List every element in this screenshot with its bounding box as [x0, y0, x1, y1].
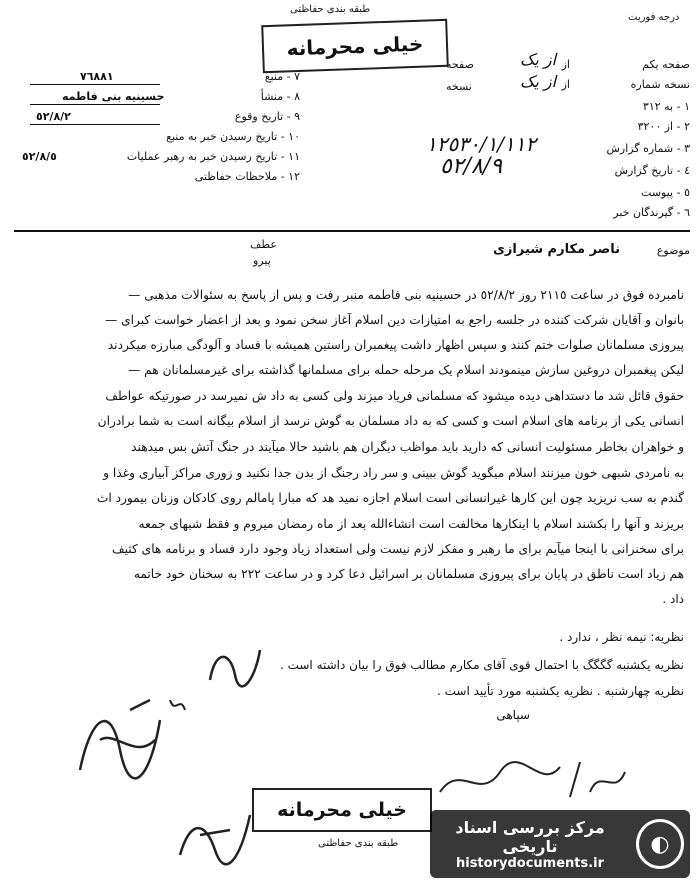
top-secret-stamp: خیلی محرمانه	[261, 19, 449, 73]
watermark-title: مرکز بررسی اسناد تاریخی	[455, 817, 605, 856]
copy-label: نسخه شماره	[630, 78, 690, 91]
field-from: ٢ - از ٣٢٠٠	[637, 120, 690, 133]
field-recipients: ٦ - گیرندگان خبر	[613, 206, 690, 219]
date-to-leader-value: ٥٢/٨/٥	[22, 150, 57, 163]
body-line: داد .	[662, 592, 684, 606]
field-security-notes: ١٢ - ملاحظات حفاظتی	[194, 170, 300, 183]
body-line: هم زیاد است ناطق در پایان برای پیروزی مسلمانان بر اسرائیل دعا کرد و در ساعت ٢٢٢ به سخنان خود خاتمه	[133, 567, 684, 581]
copy-from: از	[561, 78, 570, 91]
body-line: انسانی یکی از برنامه های اسلام است و کسی که به داد مسلمان به گوش نرسد از اسلام بیگانه است به شما برادران	[97, 414, 684, 428]
field-origin: ٨ - منشأ	[260, 90, 300, 103]
handwritten-signature-left	[60, 680, 200, 790]
field-source: ٧ - منبع	[264, 70, 300, 83]
dotted-line	[30, 84, 160, 85]
archive-logo-icon: ◐	[636, 819, 684, 869]
field-occurrence-date: ٩ - تاریخ وقوع	[234, 110, 300, 123]
subject-value: ناصر مکارم شیرازی	[493, 242, 620, 257]
body-line: لیکن پیغمبران دروغین سازش مینمودند اسلام یک مرحله حمله برای مسلمانها گذاشته برای غیرمسلمانان هم —	[128, 363, 684, 377]
body-line: بانوان و آقایان شرکت کننده در جلسه راجع به امتیازات دین اسلام آغاز سخن نمود و بعد از اعضار خواست کبرای —	[105, 313, 684, 327]
body-line: پیروزی مسلمانان صلوات ختم کنند و سپس اظهار داشت پیغمبران راستین همیشه با فساد و آلودگی مبارزه میکردند	[107, 338, 684, 352]
report-number-value: ١٢٥٣٠/١/١١٢	[426, 132, 537, 156]
body-line: حقوق قائل شد ما دستداهی دیده میشود که مسلمانی فریاد میزند ولی کسی به داد ش نمیرسد در صورتیکه عواطف	[105, 389, 684, 403]
field-to: ١ - به ٣١٢	[642, 100, 690, 113]
source-value: ٧٦٨٨١	[80, 70, 114, 83]
dotted-line	[30, 124, 160, 125]
handwritten-signature-bottom	[170, 800, 260, 870]
handwritten-initial	[200, 640, 270, 690]
security-classification-bottom: طبقه بندی حفاظتی	[318, 838, 399, 849]
occurrence-date-value: ٥٢/٨/٢	[36, 110, 71, 123]
body-line: گندم به سب نریزید چون این کارها غیرانسانی است اسلام اجازه نمید هد که مبارا پامالم روی کادکان وزنان بیمورد اث	[96, 491, 684, 505]
body-line: نامبرده فوق در ساعت ٢١١٥ روز ٥٢/٨/٢ در حسینیه بنی فاطمه منبر رفت و پس از پاسخ به سئوالات مذهبی —	[128, 288, 684, 302]
top-secret-stamp-bottom: خیلی محرمانه	[252, 788, 432, 832]
body-line: برای سخنرانی با اینجا میآیم برای ما رهبر و مفکر لازم نیست ولی استعداد زیاد وجود دارد فساد و برنامه های کثیف	[112, 542, 684, 556]
page-from: از	[561, 58, 570, 71]
opinion-line: نظریه یکشنبه گگگگ با احتمال قوی آقای مکارم مطالب فوق را بیان داشته است .	[279, 658, 684, 672]
body-line: و خواهران بخاطر مسئولیت انسانی که دارید باید مواظب دیگران هم باشید حالا میآیند در جنگ آتش بس میدهند	[131, 440, 684, 454]
opinion-line: نظریه چهارشنبه . نظریه یکشنبه مورد تأیید است .	[437, 684, 684, 698]
page-label: صفحه یکم	[642, 58, 690, 71]
copy-value: از یک	[520, 72, 557, 91]
urgency-label: درجه فوریت	[628, 12, 680, 23]
opinion-signoff: سپاهی	[496, 708, 530, 722]
field-date-to-source: ١٠ - تاریخ رسیدن خبر به منبع	[166, 130, 300, 143]
security-classification-top: طبقه بندی حفاظتی	[290, 4, 371, 15]
opinion-line: نظریه: نیمه نظر ، ندارد .	[559, 630, 684, 644]
body-line: بریزند و آنها را بکشند اسلام با اینکارها مخالفت است انشاءالله بعد از ماه رمضان میروم و فقط شبهای جمعه	[138, 517, 684, 531]
origin-value: حسینیه بنی فاطمه	[62, 90, 165, 103]
page-word: صفحه	[446, 58, 474, 71]
page-value: از یک	[520, 50, 557, 69]
history-documents-watermark	[430, 810, 690, 878]
field-report-date: ٤ - تاریخ گزارش	[614, 164, 690, 177]
body-line: به نامردی شبهی خون میزنند اسلام میگوید گوش ببینی و سر راد رجنگ از بدن جدا نکنید و زوری مراکز آبیاری وغذا و	[103, 466, 684, 480]
watermark-url: historydocuments.ir	[455, 855, 605, 871]
field-date-to-leader: ١١ - تاریخ رسیدن خبر به رهبر عملیات	[126, 150, 300, 163]
report-date-value: ٥٢/٨/٩	[440, 154, 503, 179]
reference-label: عطف	[250, 238, 277, 251]
dotted-line	[30, 104, 160, 105]
separator-line	[14, 230, 690, 232]
reference-value: پیرو	[253, 254, 271, 267]
field-attachment: ٥ - پیوست	[641, 186, 690, 199]
handwritten-annotation-bottom	[430, 752, 630, 812]
subject-label: موضوع	[656, 244, 690, 257]
field-report-number: ٣ - شماره گزارش	[606, 142, 690, 155]
copy-word: نسخه	[446, 80, 472, 93]
